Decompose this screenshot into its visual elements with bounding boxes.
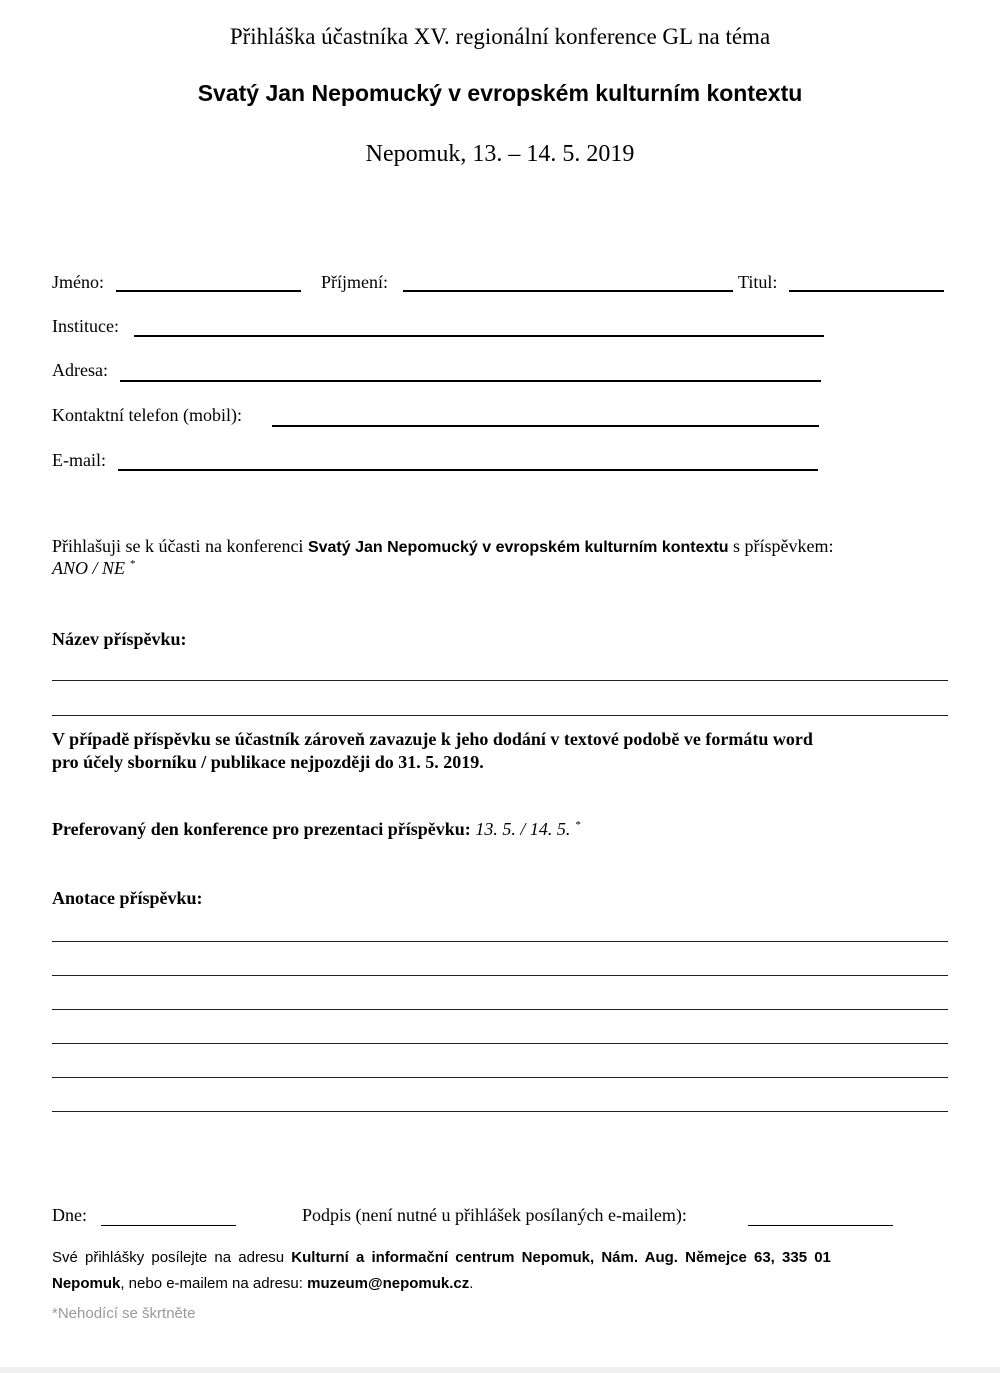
last-name-label: Příjmení: [321, 272, 388, 292]
page-bottom-edge [0, 1367, 1000, 1373]
contribution-yes-no[interactable]: ANO / NE [52, 558, 126, 578]
send-address-city: Nepomuk [52, 1275, 121, 1292]
preferred-day-options[interactable]: 13. 5. / 14. 5. [475, 819, 571, 839]
address-field[interactable] [120, 380, 821, 382]
contribution-title-line-2[interactable] [52, 715, 948, 716]
annotation-line-4[interactable] [52, 1043, 948, 1044]
send-end: . [469, 1275, 474, 1292]
first-name-field[interactable] [116, 290, 301, 292]
institution-field[interactable] [134, 335, 824, 337]
preferred-day-label: Preferovaný den konference pro prezentaci příspěvku: [52, 819, 471, 839]
annotation-line-3[interactable] [52, 1009, 948, 1010]
contact-email-link[interactable]: muzeum@nepomuk.cz [307, 1275, 470, 1292]
commitment-line-2: pro účely sborníku / publikace nejpozději do 31. 5. 2019. [52, 752, 484, 772]
title-label: Titul: [738, 272, 778, 292]
institution-label: Instituce: [52, 316, 119, 336]
signature-label: Podpis (není nutné u přihlášek posílaných e-mailem): [302, 1205, 687, 1225]
annotation-line-1[interactable] [52, 941, 948, 942]
commitment-line-1: V případě příspěvku se účastník zároveň zavazuje k jeho dodání v textové podobě ve formátu word [52, 729, 813, 749]
form-heading: Přihláška účastníka XV. regionální konference GL na téma [229, 24, 771, 49]
conference-place-date: Nepomuk, 13. – 14. 5. 2019 [365, 141, 635, 167]
preferred-day [52, 819, 580, 840]
email-field[interactable] [118, 469, 818, 471]
contribution-title-label: Název příspěvku: [52, 629, 187, 649]
phone-field[interactable] [272, 425, 819, 427]
last-name-field[interactable] [403, 290, 733, 292]
signature-field[interactable] [748, 1225, 893, 1226]
email-label: E-mail: [52, 450, 106, 470]
annotation-line-2[interactable] [52, 975, 948, 976]
first-name-label: Jméno: [52, 272, 104, 292]
send-prefix: Své přihlášky posílejte na adresu [52, 1249, 292, 1266]
date-label: Dne: [52, 1205, 87, 1225]
send-middle: , nebo e-mailem na adresu: [120, 1275, 308, 1292]
annotation-line-5[interactable] [52, 1077, 948, 1078]
contribution-title-line-1[interactable] [52, 680, 948, 681]
annotation-line-6[interactable] [52, 1111, 948, 1112]
address-label: Adresa: [52, 360, 108, 380]
phone-label: Kontaktní telefon (mobil): [52, 405, 242, 425]
title-field[interactable] [789, 290, 944, 292]
registration-asterisk: * [129, 558, 136, 570]
preferred-day-asterisk: * [574, 819, 581, 831]
date-field[interactable] [101, 1225, 236, 1226]
annotation-label: Anotace příspěvku: [52, 888, 203, 908]
send-instructions-line-1 [52, 1249, 831, 1266]
registration-text-before: Přihlašuji se k účasti na konferenci [52, 536, 308, 556]
send-address: Kulturní a informační centrum Nepomuk, Nám. Aug. Němejce 63, 335 01 [291, 1249, 831, 1266]
registration-statement [52, 536, 834, 557]
registration-text-after: s příspěvkem: [728, 536, 834, 556]
registration-options[interactable] [52, 558, 135, 579]
send-instructions-line-2 [52, 1275, 473, 1292]
registration-conference-name: Svatý Jan Nepomucký v evropském kulturním kontextu [307, 539, 729, 556]
conference-title: Svatý Jan Nepomucký v evropském kulturním kontextu [197, 80, 803, 106]
footnote: *Nehodící se škrtněte [52, 1305, 196, 1322]
